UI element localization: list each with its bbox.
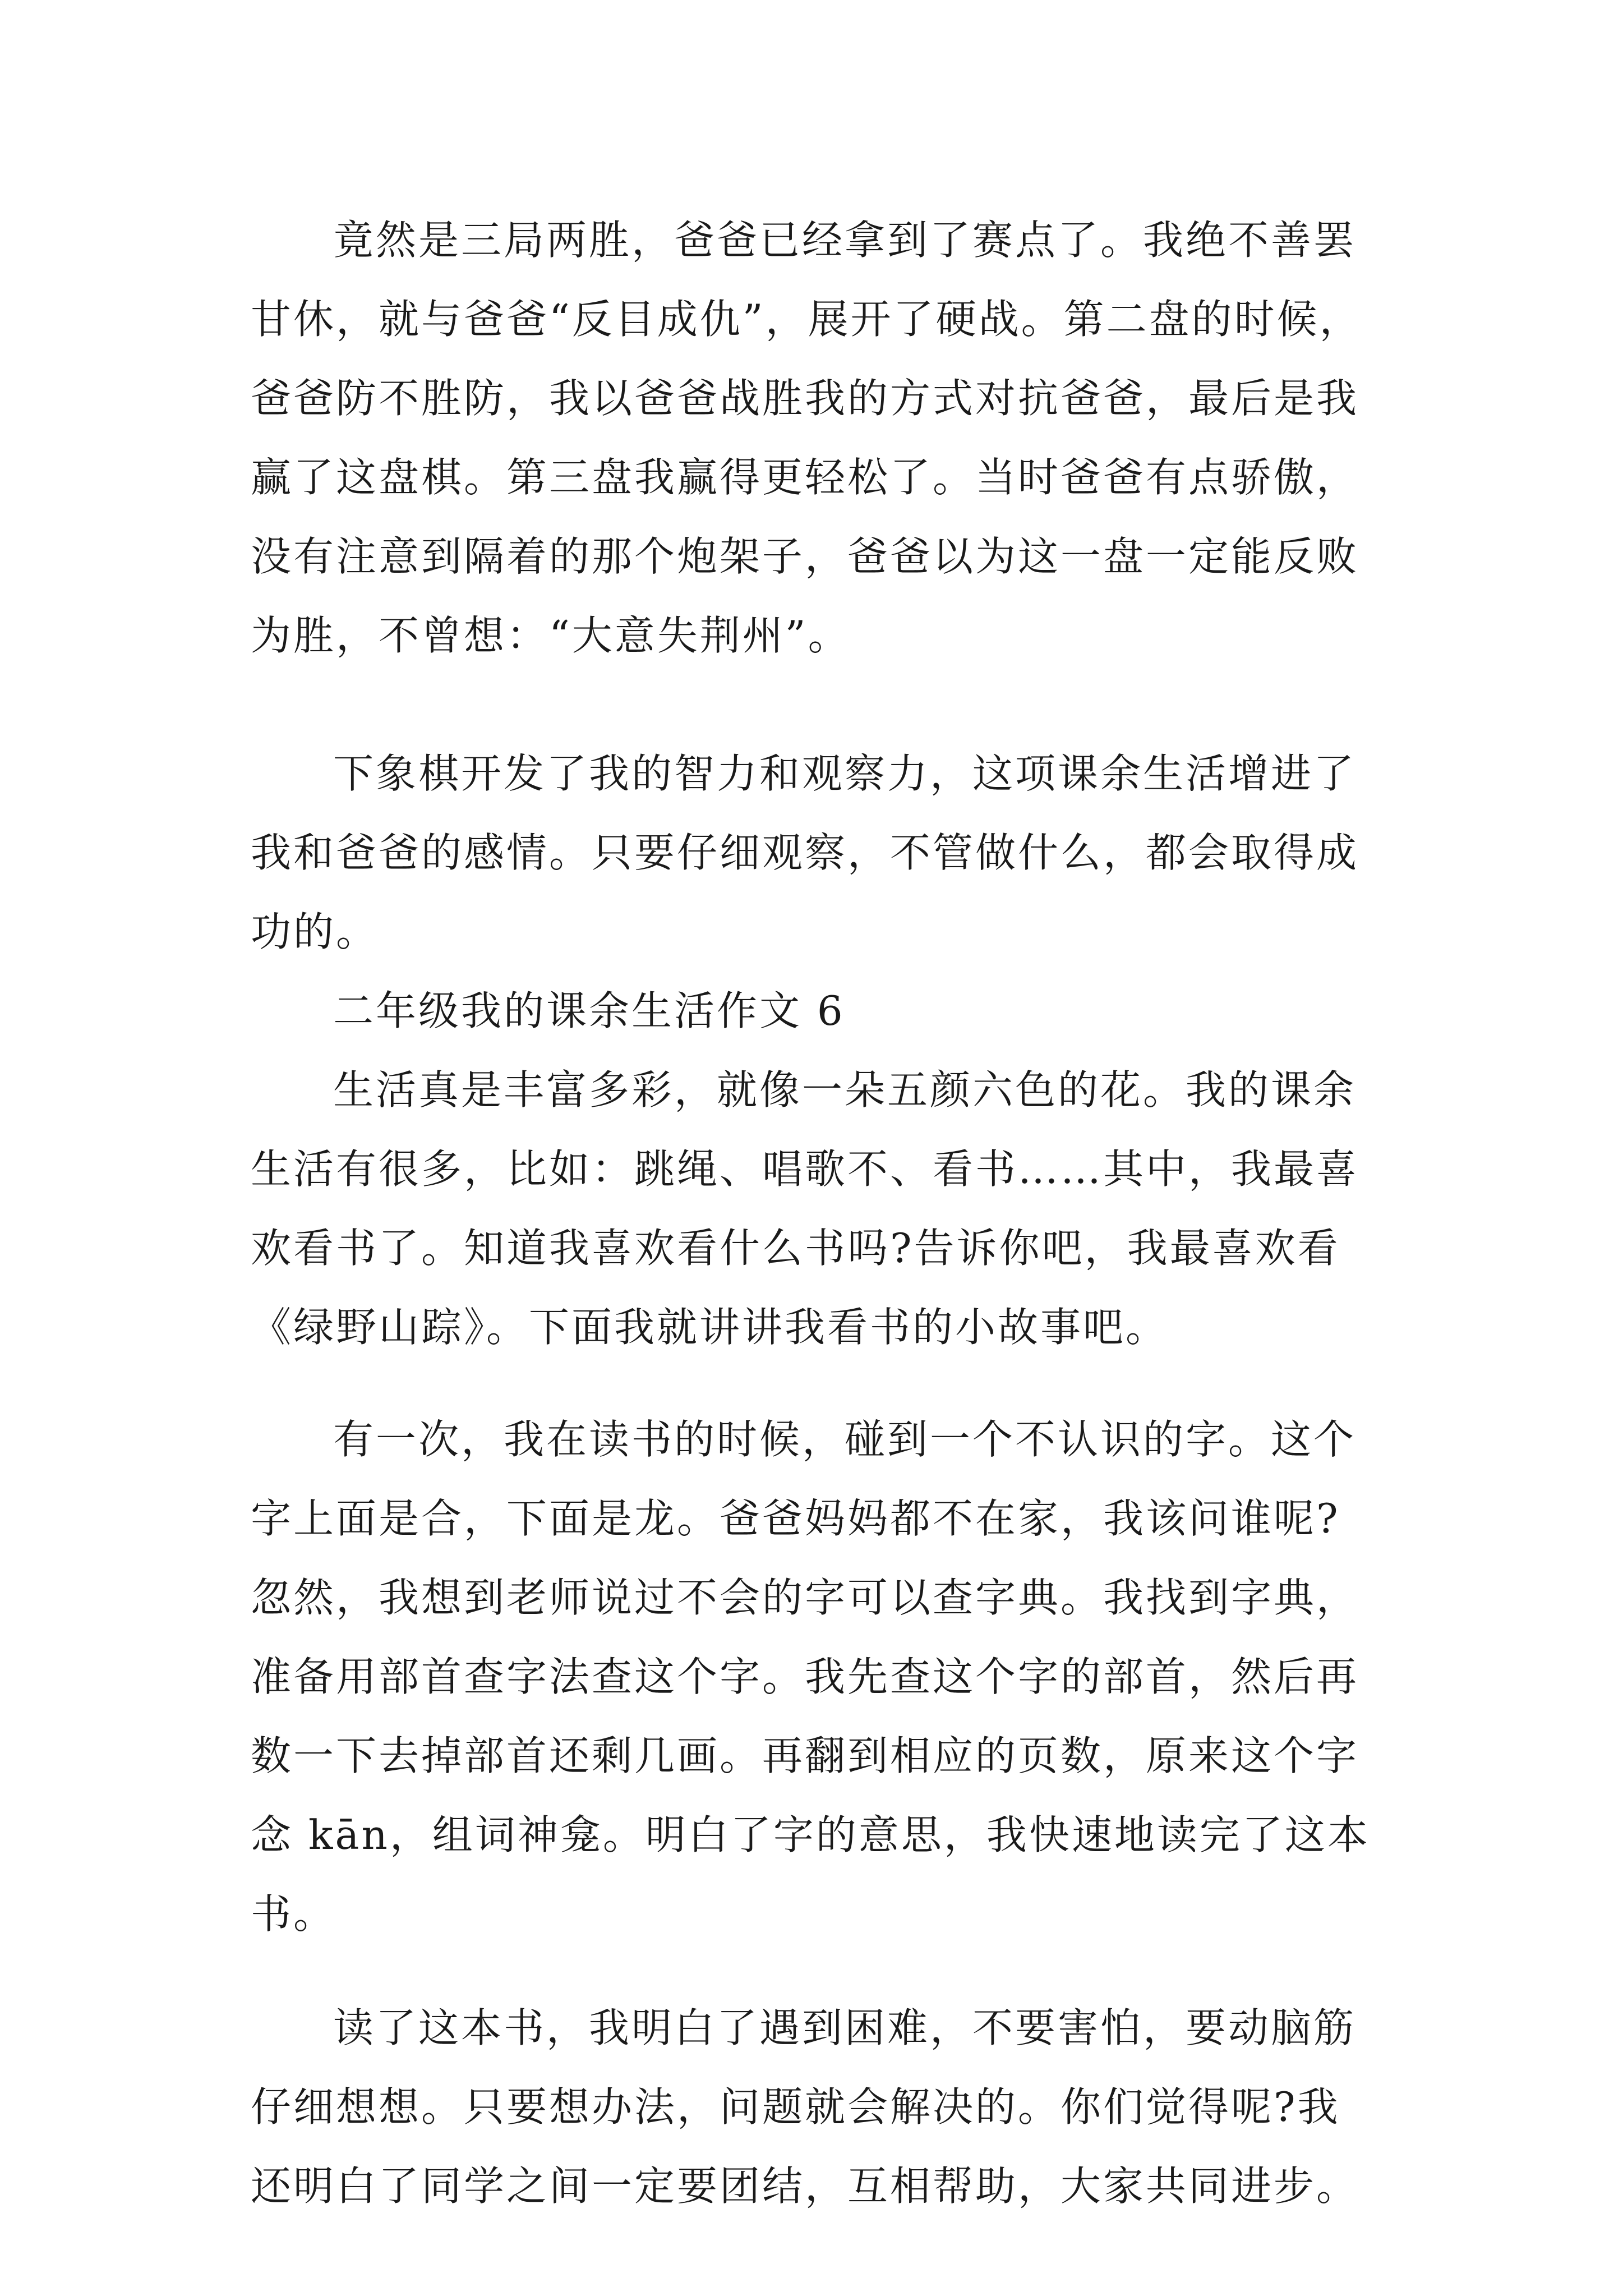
paragraph-line: 数一下去掉部首还剩几画。再翻到相应的页数，原来这个字 bbox=[251, 1732, 1359, 1779]
paragraph-line: 我和爸爸的感情。只要仔细观察，不管做什么，都会取得成 bbox=[251, 829, 1359, 876]
paragraph-line: 爸爸防不胜防，我以爸爸战胜我的方式对抗爸爸，最后是我 bbox=[251, 375, 1359, 422]
paragraph-line: 下象棋开发了我的智力和观察力，这项课余生活增进了 bbox=[333, 750, 1357, 797]
paragraph-line: 仔细想想。只要想办法，问题就会解决的。你们觉得呢?我 bbox=[251, 2083, 1340, 2131]
paragraph-line: 还明白了同学之间一定要团结，互相帮助，大家共同进步。 bbox=[251, 2162, 1359, 2210]
paragraph-line: 竟然是三局两胜，爸爸已经拿到了赛点了。我绝不善罢 bbox=[333, 217, 1357, 264]
paragraph-line: 字上面是合，下面是龙。爸爸妈妈都不在家，我该问谁呢? bbox=[251, 1495, 1340, 1542]
paragraph-line: 生活真是丰富多彩，就像一朵五颜六色的花。我的课余 bbox=[333, 1066, 1357, 1114]
section-heading: 二年级我的课余生活作文 6 bbox=[333, 987, 845, 1034]
paragraph-line: 生活有很多，比如：跳绳、唱歌不、看书……其中，我最喜 bbox=[251, 1145, 1359, 1193]
paragraph-line: 欢看书了。知道我喜欢看什么书吗?告诉你吧，我最喜欢看 bbox=[251, 1225, 1340, 1272]
paragraph-line: 有一次，我在读书的时候，碰到一个不认识的字。这个 bbox=[333, 1416, 1357, 1463]
paragraph-line: 念 kān，组词神龛。明白了字的意思，我快速地读完了这本 bbox=[251, 1811, 1370, 1858]
paragraph-line: 为胜，不曾想：“大意失荆州”。 bbox=[251, 612, 851, 659]
paragraph-line: 甘休，就与爸爸“反目成仇”，展开了硬战。第二盘的时候， bbox=[251, 296, 1362, 343]
paragraph-line: 功的。 bbox=[251, 908, 379, 955]
paragraph-line: 赢了这盘棋。第三盘我赢得更轻松了。当时爸爸有点骄傲， bbox=[251, 454, 1359, 501]
paragraph-line: 没有注意到隔着的那个炮架子，爸爸以为这一盘一定能反败 bbox=[251, 533, 1359, 580]
paragraph-line: 准备用部首查字法查这个字。我先查这个字的部首，然后再 bbox=[251, 1653, 1359, 1700]
paragraph-line: 忽然，我想到老师说过不会的字可以查字典。我找到字典， bbox=[251, 1574, 1359, 1621]
paragraph-line: 读了这本书，我明白了遇到困难，不要害怕，要动脑筋 bbox=[333, 2004, 1357, 2051]
paragraph-line: 书。 bbox=[251, 1890, 336, 1938]
paragraph-line: 《绿野山踪》。下面我就讲讲我看书的小故事吧。 bbox=[251, 1304, 1169, 1351]
